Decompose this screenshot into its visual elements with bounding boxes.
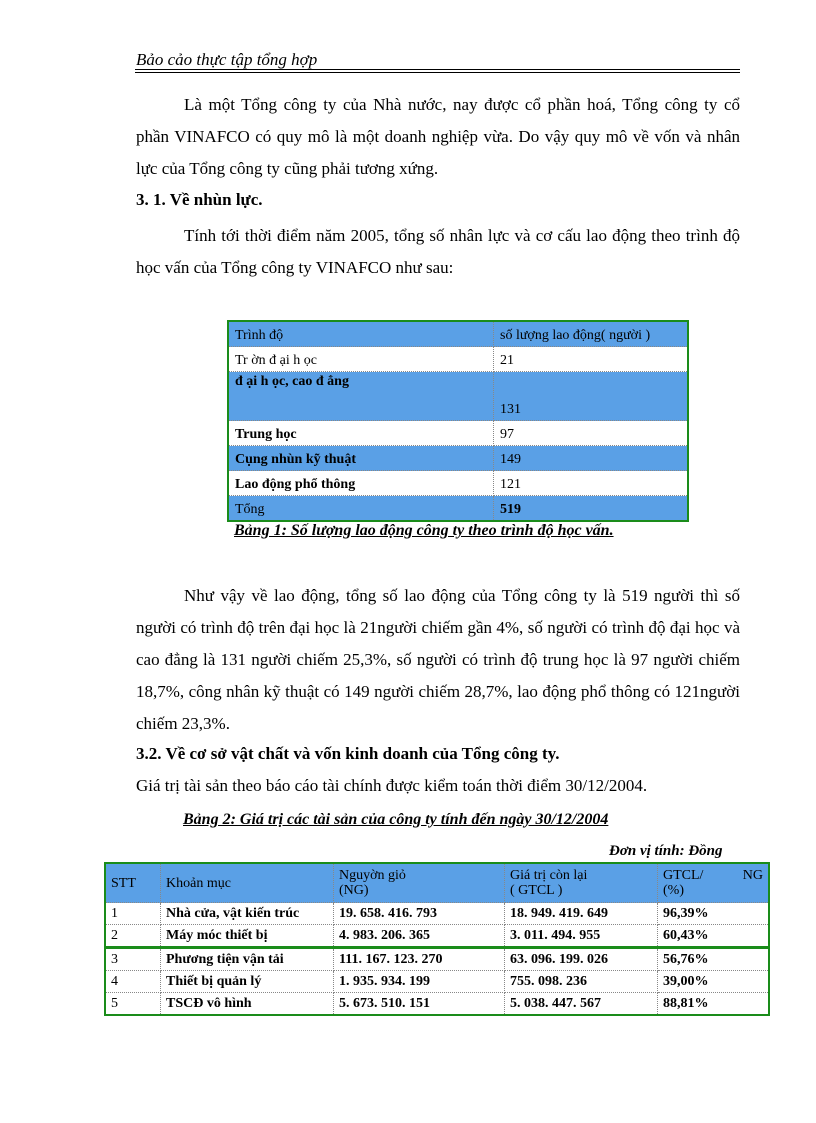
table2-caption: Bảng 2: Giá trị các tài sản của công ty tính đến ngày 30/12/2004	[183, 811, 609, 828]
row-label: Lao động phổ thông	[228, 471, 494, 496]
row-value: 131	[494, 372, 689, 421]
header-rule-secondary	[135, 72, 740, 73]
row-value: 97	[494, 421, 689, 446]
cell-stt: 5	[105, 993, 161, 1016]
row-label: đ ại h ọc, cao đ ẳng	[228, 372, 494, 421]
total-value: 519	[494, 496, 689, 522]
header-pct-line1	[663, 868, 763, 883]
cell-ng: 1. 935. 934. 199	[334, 971, 505, 993]
table-total-row	[228, 496, 688, 522]
section1-text: Tính tới thời điểm năm 2005, tổng số nhân lực và cơ cấu lao động theo trình độ học vấn của Tổng công ty VINAFCO như sau:	[136, 226, 740, 277]
cell-stt: 2	[105, 925, 161, 948]
analysis-text: Như vậy về lao động, tổng số lao động của Tổng công ty là 519 người thì số người có trình độ trên đại học là 21người chiếm gần 4%, số người có trình độ đại học và cao đẳng là 131 người chiếm 25,3%, số người có trình độ trung học là 97 người chiếm 18,7%, công nhân kỹ thuật có 149 người chiếm 28,7%, lao động phổ thông có 121người chiếm 23,3%.	[136, 586, 740, 733]
header-pct-line2: (%)	[663, 883, 684, 898]
cell-ng: 4. 983. 206. 365	[334, 925, 505, 948]
cell-stt: 1	[105, 903, 161, 925]
table-row	[228, 347, 688, 372]
row-value: 149	[494, 446, 689, 471]
header-gtcl-line1: Giá trị còn lại	[510, 868, 588, 883]
header-education: Trình độ	[228, 321, 494, 347]
section1-paragraph	[136, 220, 740, 284]
row-value: 21	[494, 347, 689, 372]
header-pct-ng: NG	[742, 868, 763, 883]
cell-pct: 39,00%	[658, 971, 770, 993]
header-ng-line1: Nguyờn giỏ	[339, 868, 406, 883]
header-pct	[658, 863, 770, 903]
cell-item: Phương tiện vận tải	[161, 948, 334, 971]
education-table	[227, 320, 689, 522]
cell-ng: 5. 673. 510. 151	[334, 993, 505, 1016]
cell-item: Máy móc thiết bị	[161, 925, 334, 948]
cell-gtcl: 18. 949. 419. 649	[505, 903, 658, 925]
cell-ng: 111. 167. 123. 270	[334, 948, 505, 971]
unit-label: Đơn vị tính: Đồng	[609, 843, 723, 859]
section1-heading: 3. 1. Về nhùn lực.	[136, 190, 263, 209]
header-gtcl	[505, 863, 658, 903]
table-row	[228, 471, 688, 496]
cell-stt: 4	[105, 971, 161, 993]
cell-item: Thiết bị quản lý	[161, 971, 334, 993]
cell-ng: 19. 658. 416. 793	[334, 903, 505, 925]
section2-heading: 3.2. Về cơ sở vật chất và vốn kinh doanh của Tổng công ty.	[136, 744, 560, 763]
table-row	[228, 446, 688, 471]
cell-gtcl: 755. 098. 236	[505, 971, 658, 993]
table-row	[105, 993, 769, 1016]
header-title: Bảo cảo thực tập tổng hợp	[136, 50, 318, 69]
cell-pct: 88,81%	[658, 993, 770, 1016]
table-row	[105, 925, 769, 948]
total-label: Tổng	[228, 496, 494, 522]
cell-pct: 96,39%	[658, 903, 770, 925]
cell-gtcl: 63. 096. 199. 026	[505, 948, 658, 971]
header-item: Khoản mục	[161, 863, 334, 903]
cell-gtcl: 5. 038. 447. 567	[505, 993, 658, 1016]
cell-item: TSCĐ vô hình	[161, 993, 334, 1016]
asset-table	[104, 862, 770, 1016]
row-label: Tr ờn đ ại h ọc	[228, 347, 494, 372]
table-row	[228, 372, 688, 421]
table-header-row	[105, 863, 769, 903]
cell-gtcl: 3. 011. 494. 955	[505, 925, 658, 948]
table-row	[228, 421, 688, 446]
table1-caption: Bảng 1: Số lượng lao động công ty theo trình độ học vấn.	[234, 522, 614, 539]
header-pct-gtcl: GTCL/	[663, 868, 704, 883]
header-count: số lượng lao động( người )	[494, 321, 689, 347]
cell-item: Nhà cửa, vật kiến trúc	[161, 903, 334, 925]
row-label: Cụng nhùn kỹ thuật	[228, 446, 494, 471]
header-rule	[135, 69, 740, 70]
row-label: Trung học	[228, 421, 494, 446]
cell-pct: 56,76%	[658, 948, 770, 971]
cell-stt: 3	[105, 948, 161, 971]
table-header-row	[228, 321, 688, 347]
intro-text: Là một Tổng công ty của Nhà nước, nay được cổ phần hoá, Tổng công ty cổ phần VINAFCO có quy mô là một doanh nghiệp vừa. Do vậy quy mô về vốn và nhân lực của Tổng công ty cũng phải tương xứng.	[136, 95, 740, 178]
analysis-paragraph	[136, 580, 740, 740]
header-stt: STT	[105, 863, 161, 903]
intro-paragraph	[136, 89, 740, 185]
header-ng	[334, 863, 505, 903]
table-row	[105, 971, 769, 993]
row-value: 121	[494, 471, 689, 496]
table-row	[105, 948, 769, 971]
table-row	[105, 903, 769, 925]
section2-paragraph: Giá trị tài sản theo báo cáo tài chính được kiểm toán thời điểm 30/12/2004.	[136, 776, 648, 795]
cell-pct: 60,43%	[658, 925, 770, 948]
header-gtcl-line2: ( GTCL )	[510, 883, 563, 898]
header-ng-line2: (NG)	[339, 883, 369, 898]
